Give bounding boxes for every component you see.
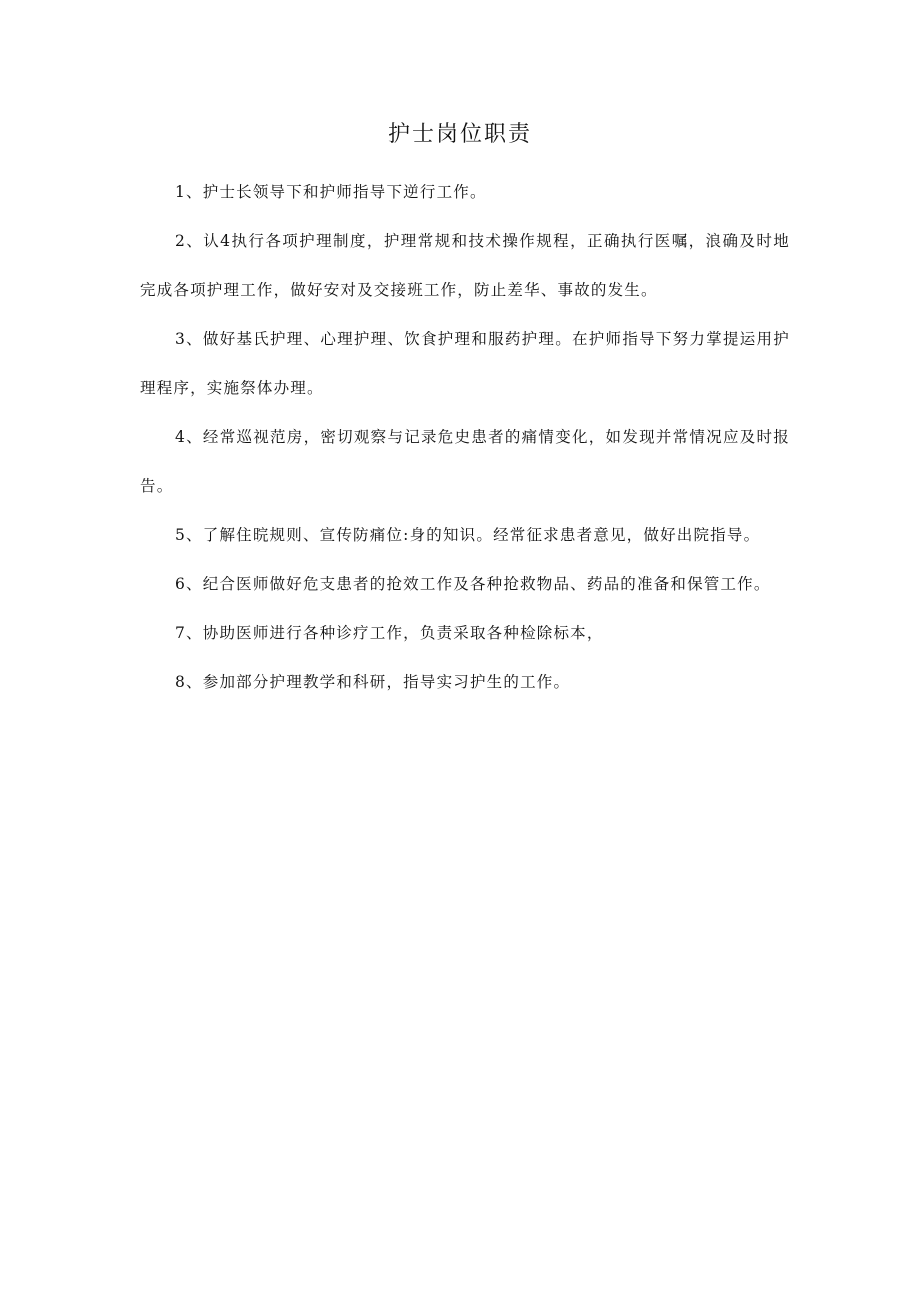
- duty-list: [140, 168, 790, 707]
- duty-item-5: 5、了解住晥规则、宣传防痛位:身的知识。经常征求患者意见，做好出院指导。: [175, 526, 761, 544]
- document-title: 护士岗位职责: [387, 122, 532, 147]
- duty-item-2: 2、认4执行各项护理制度，护理常规和技术操作规程，正确执行医嘱，浪确及时地完成各项护理工作，做好安对及交接班工作，防止差华、事故的发生。: [140, 232, 790, 299]
- duty-item-1: 1、护士长领导下和护师指导下逆行工作。: [175, 183, 487, 201]
- duty-item-7: 7、协助医师进行各种诊疗工作，负责采取各种检除标本，: [175, 624, 604, 642]
- duty-item-6: 6、纪合医师做好危支患者的抢效工作及各种抢救物品、药品的准备和保管工作。: [175, 575, 771, 593]
- duty-item-8: 8、参加部分护理教学和科研，指导实习护生的工作。: [175, 673, 571, 691]
- duty-item-4: 4、经常巡视范房，密切观察与记录危史患者的痛情变化，如发现并常情况应及时报告。: [140, 428, 790, 495]
- duty-item-3: 3、做好基氏护理、心理护理、饮食护理和服药护理。在护师指导下努力掌提运用护理程序，实施祭体办理。: [140, 330, 790, 397]
